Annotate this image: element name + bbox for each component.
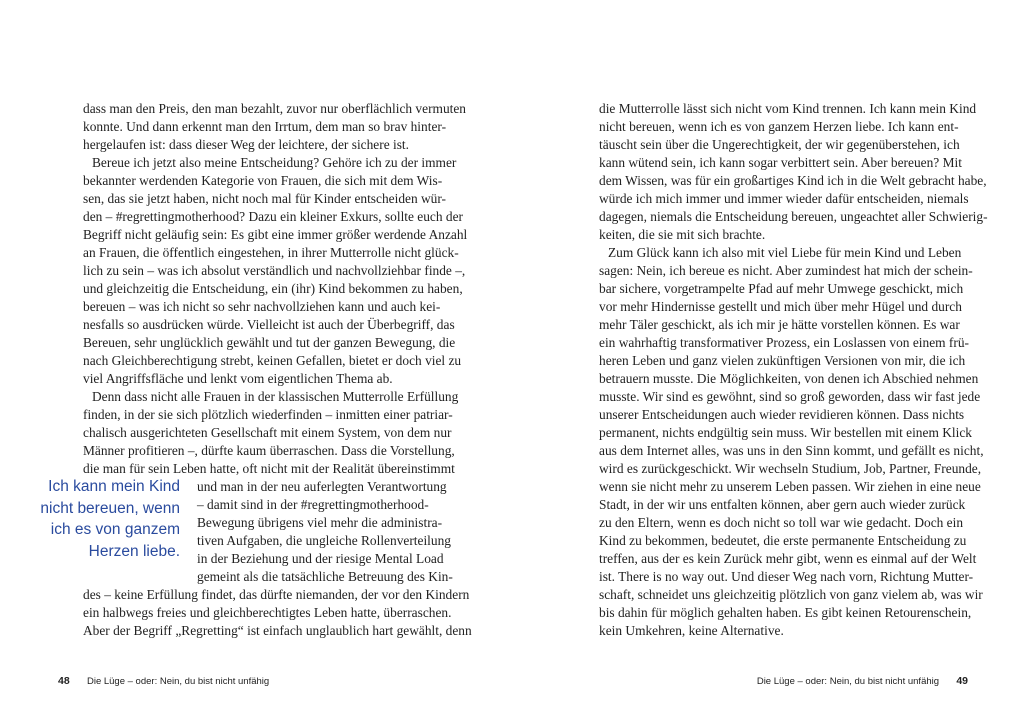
pull-quote-line: nicht bereuen, wenn [40, 499, 180, 517]
text-line: Begriff nicht geläufig sein: Es gibt eine immer größer werdende Anzahl [83, 227, 468, 242]
text-line: an Frauen, die öffentlich eingestehen, in ihrer Mutterrolle nicht glück- [83, 245, 459, 260]
text-line: Männer profitieren –, dürfte kaum überraschen. Dass die Vorstellung, [83, 443, 455, 458]
page-number: 49 [956, 675, 968, 687]
text-line: und man in der neu auferlegten Verantwortung [197, 479, 447, 494]
text-line: heren Leben und ganz vielen zukünftigen Versionen von mir, die ich [599, 353, 966, 368]
text-line: ein wahrhaftig transformativer Prozess, ein Loslassen von einem frü- [599, 335, 969, 350]
text-line: gemeint als die tatsächliche Betreuung des Kin- [197, 569, 453, 584]
text-line: zu den Eltern, wenn es doch nicht so toll war wie gedacht. Doch ein [599, 515, 964, 530]
text-line: bekannter werdenden Kategorie von Frauen, die sich mit dem Wis- [83, 173, 443, 188]
text-line: sagen: Nein, ich bereue es nicht. Aber zumindest hat mich der schein- [599, 263, 973, 278]
text-line: aus dem Internet alles, was uns in den Sinn kommt, und gefällt es nicht, [599, 443, 984, 458]
text-line: täuscht sein über die Ungerechtigkeit, der wir gegenüberstehen, ich [599, 137, 960, 152]
text-line: lich zu sein – was ich absolut verständlich und nachvollziehbar finde –, [83, 263, 466, 278]
text-line: permanent, nichts endgültig sein muss. Wir bestellen mit einem Klick [599, 425, 972, 440]
text-line: unserer Entscheidungen auch wieder revidieren können. Dass nichts [599, 407, 965, 422]
text-line: sen, das sie jetzt haben, nicht noch mal für Kinder entscheiden wür- [83, 191, 447, 206]
pull-quote [40, 476, 180, 562]
text-line: würde ich mich immer und immer wieder dafür entscheiden, niemals [599, 191, 969, 206]
text-line: nach Gleichberechtigung strebt, keinen Gefallen, bietet er doch viel zu [83, 353, 462, 368]
pull-quote-line: Herzen liebe. [88, 542, 180, 560]
text-line: bereuen – was ich nicht so sehr nachvollziehen kann und auch kei- [83, 299, 441, 314]
text-line: wird es zurückgeschickt. Wir wechseln Studium, Job, Partner, Freunde, [599, 461, 982, 476]
text-line: kann wütend sein, ich kann sogar verbittert sein. Aber bereuen? Mit [599, 155, 962, 170]
text-line: keiten, die sie mit sich brachte. [599, 227, 766, 242]
text-line: mehr Täler geschickt, als ich mir je hätte vorstellen können. Es war [599, 317, 960, 332]
running-head: Die Lüge – oder: Nein, du bist nicht unfähig [756, 676, 940, 687]
right-page [510, 0, 1020, 724]
text-line: hergelaufen ist: dass dieser Weg der leichtere, der sichere ist. [83, 137, 409, 152]
text-line: betrauern musste. Die Möglichkeiten, von denen ich Abschied nehmen [599, 371, 979, 386]
text-line: die Mutterrolle lässt sich nicht vom Kind trennen. Ich kann mein Kind [599, 101, 977, 116]
right-footer [757, 675, 968, 687]
text-line: dagegen, niemals die Entscheidung bereuen, ungeachtet aller Schwierig- [599, 209, 988, 224]
text-line: kein Umkehren, keine Alternative. [599, 623, 784, 638]
text-line: Denn dass nicht alle Frauen in der klassischen Mutterrolle Erfüllung [92, 389, 459, 404]
text-line: nicht bereuen, wenn ich es von ganzem Herzen liebe. Ich kann ent- [599, 119, 959, 134]
running-head: Die Lüge – oder: Nein, du bist nicht unfähig [86, 676, 270, 687]
text-line: tiven Aufgaben, die ungleiche Rollenverteilung [197, 533, 451, 548]
text-line: und gleichzeitig die Entscheidung, ein (ihr) Kind bekommen zu haben, [83, 281, 463, 296]
text-line: bar sichere, vorgetrampelte Pfad auf mehr Umwege geschickt, mich [599, 281, 964, 296]
text-line: Bereuen, sehr unglücklich gewählt und tut der ganzen Bewegung, die [83, 335, 456, 350]
text-line: Aber der Begriff „Regretting“ ist einfach unglaublich hart gewählt, denn [83, 623, 472, 638]
text-line: treffen, aus der es kein Zurück mehr gibt, wenn es einmal auf der Welt [599, 551, 977, 566]
text-line: dem Wissen, was für ein großartiges Kind ich in die Welt gebracht habe, [599, 173, 987, 188]
text-line: nesfalls so ausdrücken würde. Vielleicht ist auch der Überbegriff, das [83, 317, 455, 332]
text-line: dass man den Preis, den man bezahlt, zuvor nur oberflächlich vermuten [83, 101, 466, 116]
text-line: finden, in der sie sich plötzlich wiederfinden – inmitten einer patriar- [83, 407, 453, 422]
text-line: des – keine Erfüllung findet, das dürfte niemanden, der vor den Kindern [83, 587, 470, 602]
text-line: wenn sie nicht mehr zu unserem Leben passen. Wir ziehen in eine neue [599, 479, 981, 494]
text-line: die man für sein Leben hatte, oft nicht mit der Realität übereinstimmt [83, 461, 455, 476]
text-line: ein halbwegs freies und gleichberechtigtes Leben hatte, überraschen. [83, 605, 452, 620]
text-line: Stadt, in der wir uns entfalten können, aber gern auch wieder zurück [599, 497, 966, 512]
text-line: Bewegung übrigens viel mehr die administra- [197, 515, 443, 530]
text-line: in der Beziehung und der riesige Mental Load [197, 551, 444, 566]
text-line: ist. There is no way out. Und dieser Weg nach vorn, Richtung Mutter- [599, 569, 974, 584]
text-line: Zum Glück kann ich also mit viel Liebe für mein Kind und Leben [608, 245, 962, 260]
text-line: Bereue ich jetzt also meine Entscheidung? Gehöre ich zu der immer [92, 155, 457, 170]
text-line: konnte. Und dann erkennt man den Irrtum, dem man so brav hinter- [83, 119, 447, 134]
text-line: den – #regrettingmotherhood? Dazu ein kleiner Exkurs, sollte euch der [83, 209, 464, 224]
text-line: musste. Wir sind es gewöhnt, sind so groß geworden, dass wir fast jede [599, 389, 981, 404]
text-line: vor mehr Hindernisse gestellt und mich über mehr Hügel und durch [599, 299, 962, 314]
text-line: schaft, schneidet uns gleichzeitig plötzlich von ganz vielem ab, was wir [599, 587, 983, 602]
pull-quote-line: ich es von ganzem [50, 521, 180, 538]
text-line: – damit sind in der #regrettingmotherhood- [197, 497, 429, 512]
text-line: chalisch ausgerichteten Gesellschaft mit einem System, von dem nur [83, 425, 452, 440]
page-number: 48 [58, 675, 70, 687]
text-line: Kind zu bekommen, bedeutet, die erste permanente Entscheidung zu [599, 533, 967, 548]
left-footer [58, 675, 269, 687]
text-line: viel Angriffsfläche und lenkt vom eigentlichen Thema ab. [83, 371, 393, 386]
text-line: bis dahin für möglich gehalten haben. Es gibt keinen Retourenschein, [599, 605, 972, 620]
pull-quote-line: Ich kann mein Kind [48, 478, 180, 495]
